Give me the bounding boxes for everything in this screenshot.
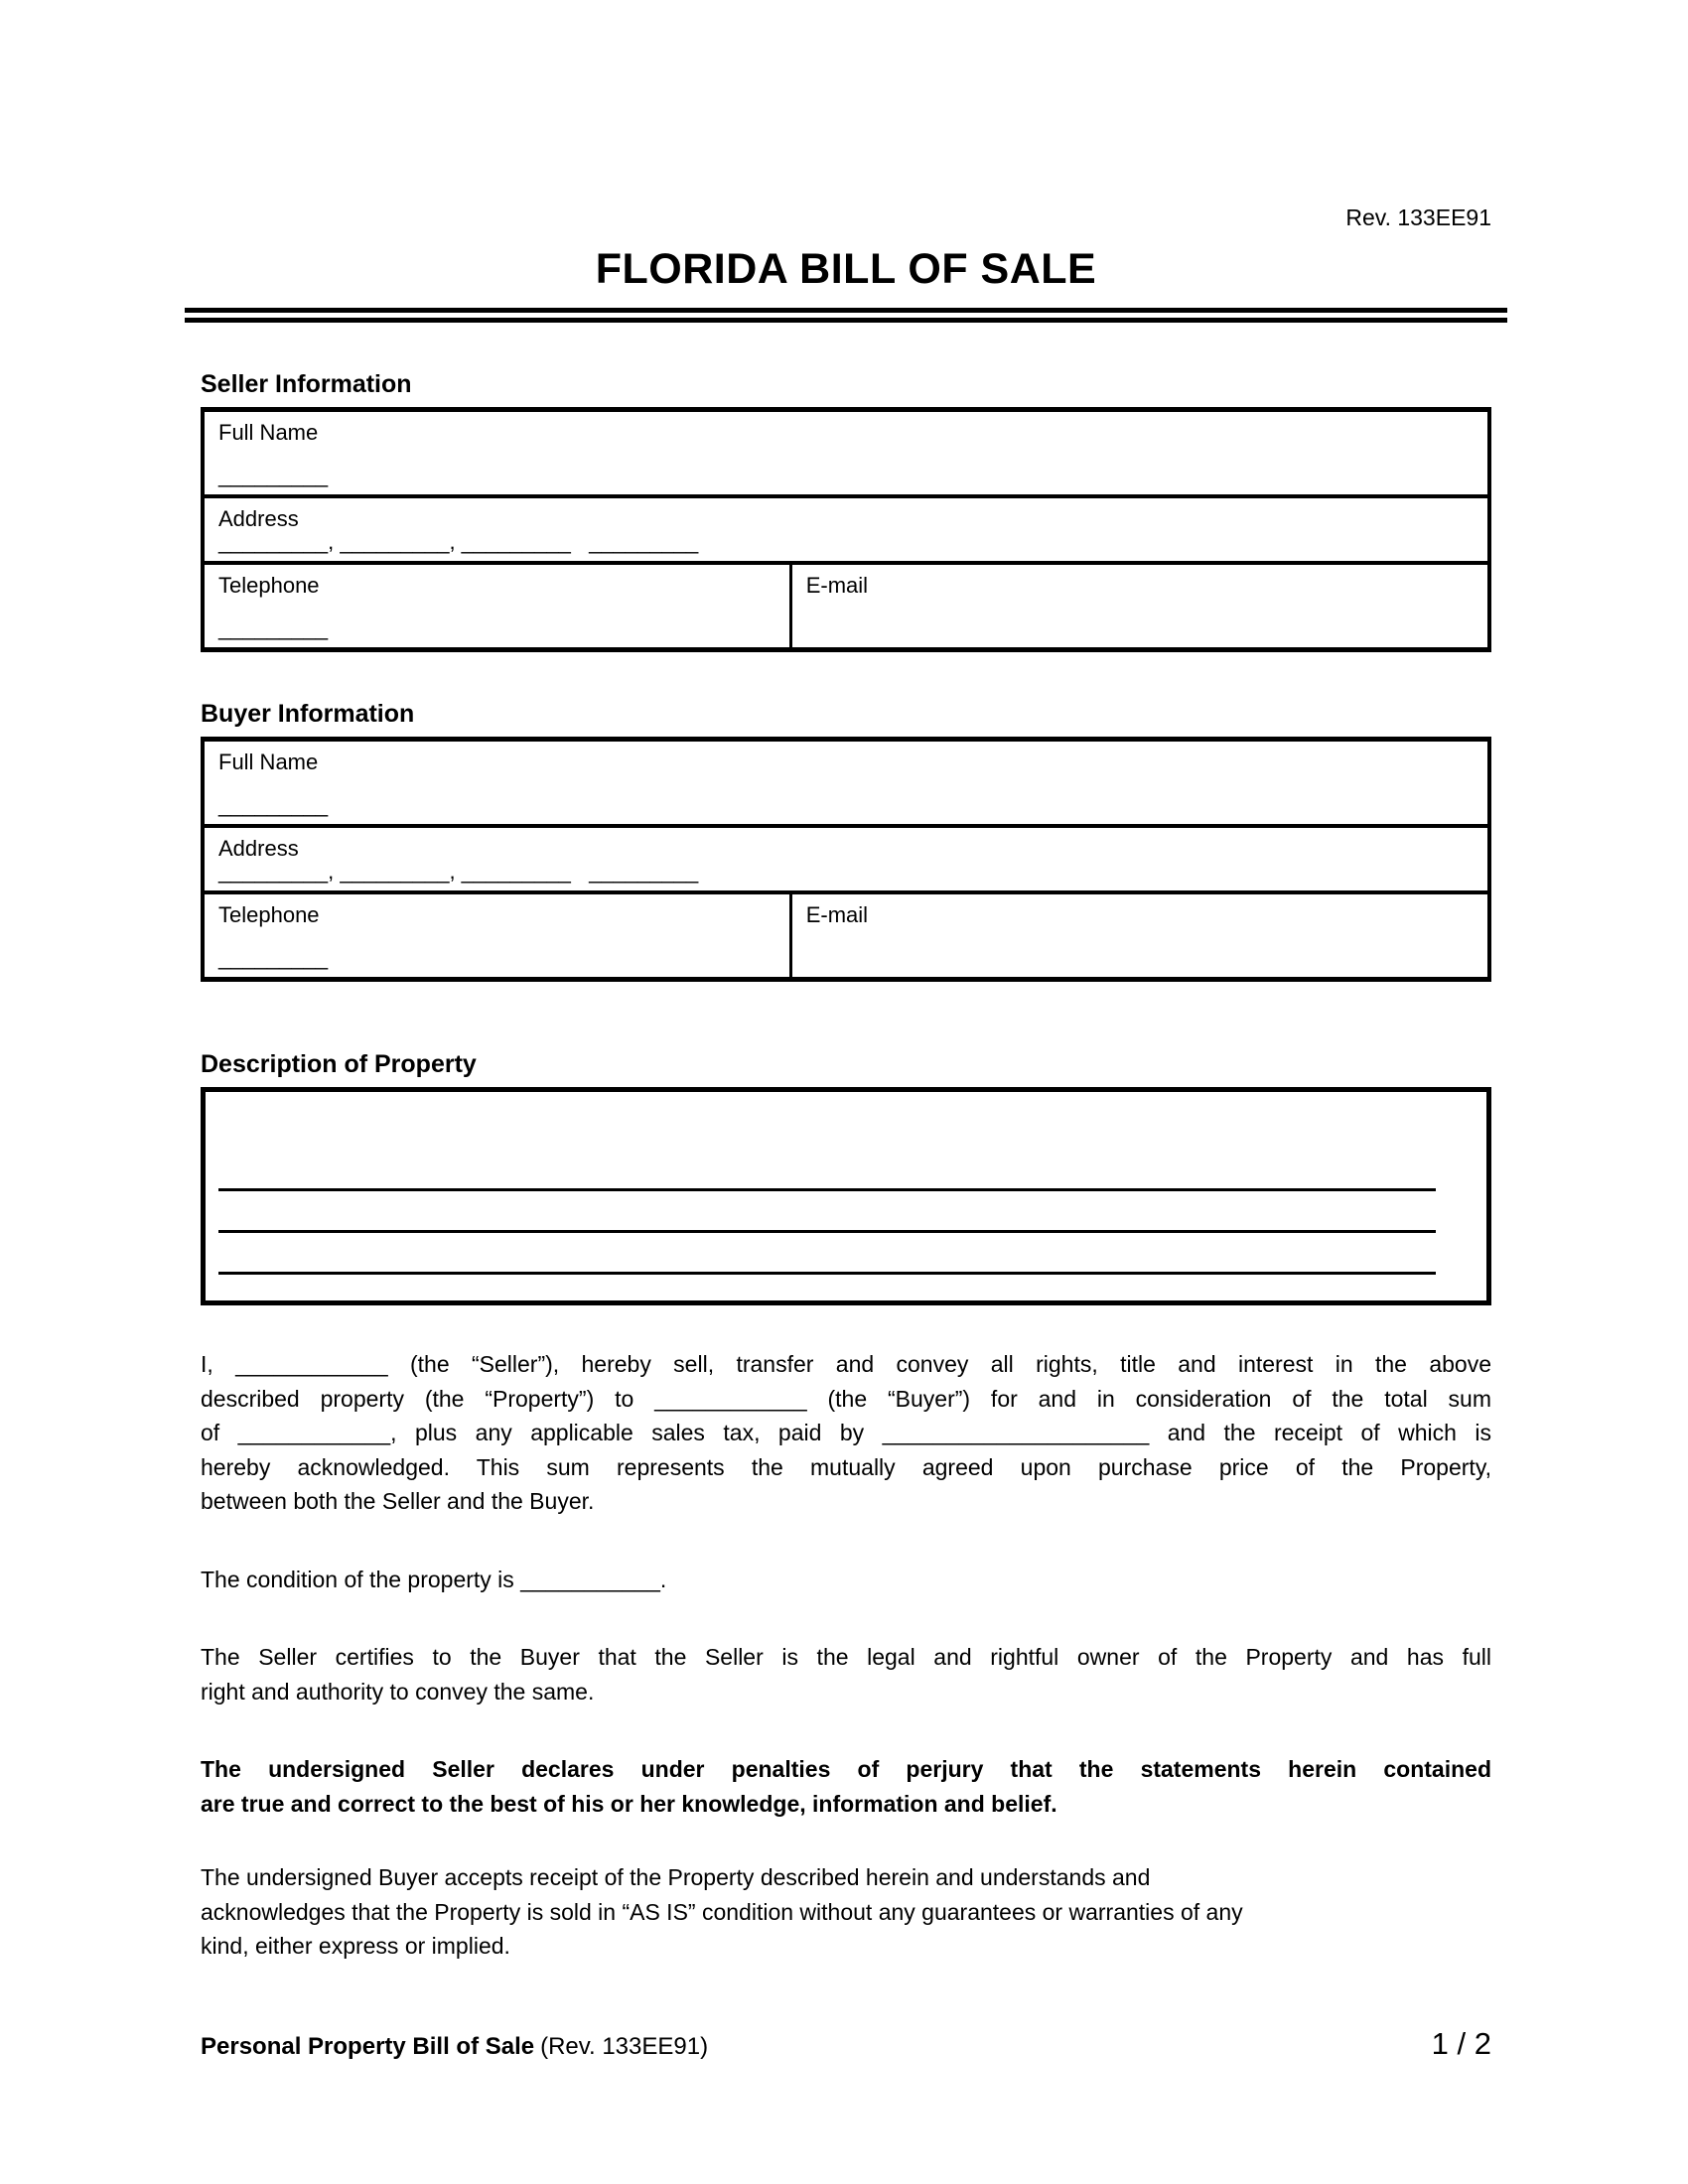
seller-full-name-label: Full Name — [218, 420, 319, 445]
description-blank-line[interactable] — [218, 1272, 1436, 1275]
buyer-telephone-blank[interactable]: _________ — [218, 945, 329, 970]
description-section-heading: Description of Property — [201, 1050, 477, 1078]
buyer-email-label: E-mail — [805, 902, 869, 927]
buyer-address-blank[interactable]: _________, _________, _________ _________ — [218, 859, 699, 884]
certification-paragraph-line: right and authority to convey the same. — [201, 1678, 595, 1705]
buyer-email-cell[interactable] — [792, 894, 1487, 977]
certification-paragraph-line: The Seller certifies to the Buyer that the Seller is the legal and rightful owner of the Property and has full — [201, 1644, 1491, 1670]
buyer-contact-row — [205, 894, 1487, 977]
seller-telephone-label: Telephone — [218, 573, 320, 598]
buyer-info-table — [201, 737, 1491, 982]
as-is-paragraph-line: acknowledges that the Property is sold in “AS IS” condition without any guarantees or warranties of any — [201, 1898, 1243, 1925]
buyer-full-name-blank[interactable]: _________ — [218, 792, 329, 817]
seller-address-label: Address — [218, 506, 299, 531]
footer-revision: (Rev. 133EE91) — [540, 2032, 709, 2060]
page-number: 1 / 2 — [1431, 2025, 1491, 2061]
title-divider — [185, 308, 1507, 323]
seller-telephone-cell[interactable] — [205, 565, 792, 647]
as-is-paragraph-line: The undersigned Buyer accepts receipt of the Property described herein and understands and — [201, 1864, 1151, 1890]
page-title: FLORIDA BILL OF SALE — [595, 245, 1097, 293]
buyer-address-label: Address — [218, 836, 299, 861]
revision-label: Rev. 133EE91 — [1345, 205, 1491, 230]
buyer-full-name-label: Full Name — [218, 750, 319, 774]
seller-full-name-cell[interactable] — [205, 412, 1487, 498]
sale-paragraph-line: hereby acknowledged. This sum represents the mutually agreed upon purchase price of the Property, — [201, 1453, 1491, 1480]
as-is-paragraph — [201, 1860, 1491, 1964]
sale-paragraph-line: I, ____________ (the “Seller”), hereby sell, transfer and convey all rights, title and interest in the above — [201, 1351, 1491, 1377]
buyer-section-heading: Buyer Information — [201, 700, 415, 728]
seller-email-cell[interactable] — [792, 565, 1487, 647]
sale-paragraph-line: between both the Seller and the Buyer. — [201, 1488, 595, 1514]
seller-address-cell[interactable] — [205, 498, 1487, 565]
seller-email-label: E-mail — [805, 573, 869, 598]
sale-paragraph-line: of ____________, plus any applicable sales tax, paid by _____________________ and the receipt of which is — [201, 1420, 1491, 1445]
as-is-paragraph-line: kind, either express or implied. — [201, 1933, 510, 1959]
seller-section-heading: Seller Information — [201, 370, 412, 398]
sale-paragraph-line: described property (the “Property”) to ____________ (the “Buyer”) for and in consideration of the total sum — [201, 1385, 1491, 1412]
perjury-paragraph-line: are true and correct to the best of his or her knowledge, information and belief. — [201, 1790, 1057, 1817]
description-box[interactable] — [201, 1087, 1491, 1305]
seller-info-table — [201, 407, 1491, 652]
page-footer — [201, 2027, 1491, 2062]
description-blank-line[interactable] — [218, 1188, 1436, 1191]
sale-paragraph — [201, 1347, 1491, 1519]
perjury-paragraph — [201, 1752, 1491, 1821]
seller-address-blank[interactable]: _________, _________, _________ _________ — [218, 529, 699, 554]
seller-telephone-blank[interactable]: _________ — [218, 615, 329, 640]
seller-full-name-blank[interactable]: _________ — [218, 463, 329, 487]
condition-paragraph: The condition of the property is ___________. — [201, 1566, 667, 1592]
buyer-telephone-label: Telephone — [218, 902, 320, 927]
certification-paragraph — [201, 1640, 1491, 1708]
description-blank-line[interactable] — [218, 1230, 1436, 1233]
seller-contact-row — [205, 565, 1487, 647]
buyer-telephone-cell[interactable] — [205, 894, 792, 977]
footer-document-name — [201, 2032, 708, 2062]
buyer-address-cell[interactable] — [205, 828, 1487, 894]
buyer-full-name-cell[interactable] — [205, 742, 1487, 828]
perjury-paragraph-line: The undersigned Seller declares under penalties of perjury that the statements herein contained — [201, 1756, 1491, 1782]
footer-document-title: Personal Property Bill of Sale — [201, 2032, 535, 2060]
